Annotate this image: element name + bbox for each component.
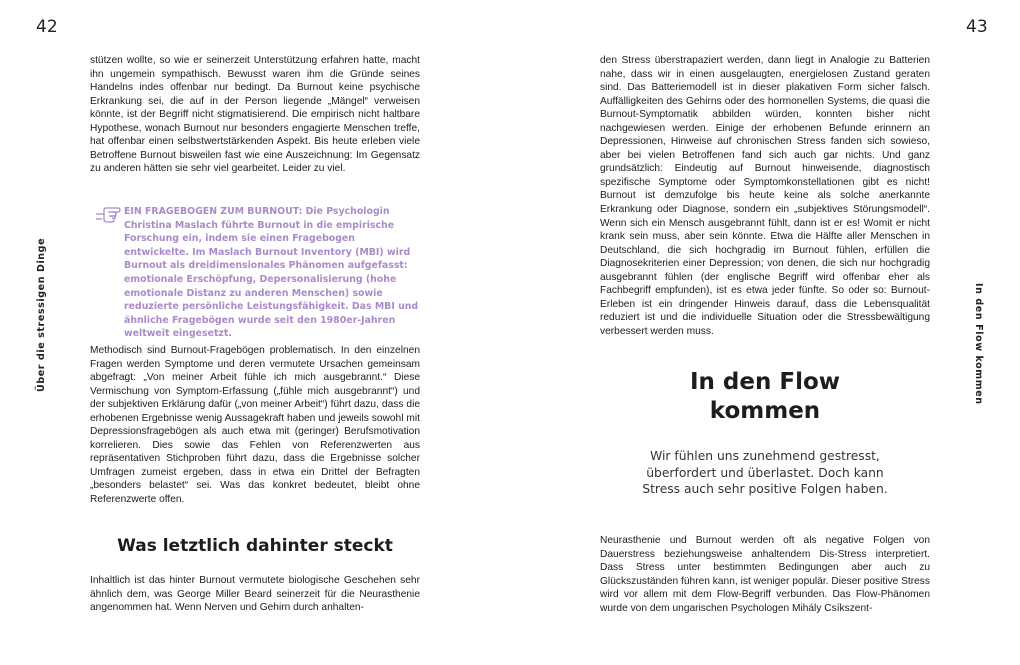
running-header-right bbox=[972, 283, 986, 405]
left-paragraph-2-text: Methodisch sind Burnout-Fragebögen problematisch. In den einzelnen Fragen werden Symptome und deren vermutete Ursachen gemeinsam abgefragt: „Von meiner Arbeit fühle ich mich ausgebrannt.“ Diese Vermischung von Symptom-Erfassung („fühle mich ausgebrannt“) und der subjektiven Erklärung dafür („von meiner Arbeit“) führt dazu, dass die erhobenen Ergebnisse wenig Aussagekraft haben und jeweils sowohl mit Depressionsfragebögen als auch etwa mit (geringer) Berufsmotivation korrelieren. Dies sowie das Fehlen von Referenzwerten aus repräsentativen Stichproben führt dazu, dass die Ergebnisse solcher Umfragen zumeist ergeben, dass in etwa ein Drittel der Befragten „besonders belastet“ sei. Was das konkret bedeutet, bleibt ohne Referenzwerte offen. bbox=[90, 345, 420, 506]
chapter-subtitle bbox=[600, 448, 930, 498]
section-heading: Was letztlich dahinter steckt bbox=[117, 536, 393, 556]
chapter-subtitle-line-3: Stress auch sehr positive Folgen haben. bbox=[642, 482, 888, 496]
page-number-left: 42 bbox=[36, 17, 58, 37]
page-number-right: 43 bbox=[966, 17, 988, 37]
left-paragraph-1-text: stützen wollte, so wie er seinerzeit Unterstützung erfahren hatte, macht ihn ungemein sympathisch. Bewusst waren ihm die Gründe seines Handelns indes offenbar nur bedingt. Da Burnout keine psychische Erkrankung sei, die auf in der Person liegende „Mängel“ verweisen könnte, ist der Begriff nicht stigmatisierend. Die empirisch nicht haltbare Hypothese, wonach Burnout nur besonders engagierte Menschen treffe, hat offenbar einen selbstwertstärkenden Aspekt. Bis heute erleben viele Betroffene Burnout bisweilen fast wie eine Auszeichnung: Im Gegensatz zu anderen hätten sie sehr viel gearbeitet. Leider zu viel. bbox=[90, 55, 420, 175]
left-paragraph-3 bbox=[90, 574, 420, 615]
running-header-left bbox=[36, 237, 50, 400]
left-paragraph-1 bbox=[90, 54, 420, 176]
chapter-title bbox=[600, 368, 930, 426]
pointing-hand-icon bbox=[94, 205, 122, 225]
chapter-subtitle-line-2: überfordert und überlastet. Doch kann bbox=[646, 465, 884, 480]
right-paragraph-2-text: Neurasthenie und Burnout werden oft als negative Folgen von Dauerstress beziehungsweise anhaltendem Dis-Stress interpretiert. Dass Stress unter bestimmten Bedingungen aber auch zu Glückszuständen führen kann, ist weniger populär. Dieser positive Stress wird vor allem mit dem Flow-Begriff verbunden. Das Flow-Phänomen wurde von dem ungarischen Psychologen Mihály Csíkszent- bbox=[600, 535, 930, 614]
right-paragraph-1 bbox=[600, 54, 930, 338]
right-paragraph-1-text: den Stress überstrapaziert werden, dann liegt in Analogie zu Batterien nahe, dass wir in einen ausgelaugten, energielosen Zustand geraten sind. Das Batteriemodell ist in dieser plakativen Form sicher falsch. Auffälligkeiten des Gehirns oder des hormonellen Systems, die quasi die Burnout-Symptomatik abbilden würden, konnten bisher nicht nachgewiesen werden. Einige der erhobenen Befunde erinnern an Depressionen, Hinweise auf chronischen Stress fanden sich sowieso, aber bei vielen Betroffenen fand sich auch gar nichts. Und ganz grundsätzlich: Eindeutig auf Burnout hinweisende, diagnostisch spezifische Symptome oder Symptomkonstellationen gibt es nicht! Burnout ist demzufolge bis heute keine als solche anerkannte Erkrankung oder Diagnose, sondern ein „subjektives Störungsmodell“. Wenn sich ein Mensch ausgebrannt fühlt, dann ist er es! Womit er nicht krank sein muss, aber sein könnte. Etwa die Hälfte aller Menschen in Deutschland, die sich hochgradig im Burnout fühlen, erfüllen die Diagnosekriterien einer Depression; von denen, die sich nur hochgradig ausgebrannt fühlen (der englische Begriff wird offenbar eher als Fachbegriff empfunden), ist es etwa jeder fünfte. So oder so: Burnout-Erleben ist ein dringender Hinweis darauf, dass die Lebensqualität reduziert ist und die individuelle Situation oder die Stressbewältigung verbessert werden muss. bbox=[600, 55, 930, 337]
chapter-title-line-1: In den Flow bbox=[689, 369, 841, 395]
running-header-right-text: In den Flow kommen bbox=[973, 283, 984, 405]
left-paragraph-2 bbox=[90, 344, 420, 507]
info-box-text: EIN FRAGEBOGEN ZUM BURNOUT: Die Psychologin Christina Maslach führte Burnout in die empirische Forschung ein, indem sie einen Fragebogen entwickelte. Im Maslach Burnout Inventory (MBI) wird Burnout als dreidimensionales Phänomen aufgefasst: emotionale Erschöpfung, Depersonalisierung (hohe emotionale Distanz zu anderen Menschen) sowie reduzierte persönliche Leistungsfähigkeit. Das MBI und ähnliche Fragebögen wurde seit den 1980er-Jahren weltweit eingesetzt. bbox=[124, 206, 419, 340]
chapter-subtitle-line-1: Wir fühlen uns zunehmend gestresst, bbox=[650, 449, 880, 463]
chapter-title-line-2: kommen bbox=[709, 398, 821, 424]
running-header-left-text: Über die stressigen Dinge bbox=[36, 237, 47, 392]
left-paragraph-3-text: Inhaltlich ist das hinter Burnout vermutete biologische Geschehen sehr ähnlich dem, was George Miller Beard seinerzeit für die Neurasthenie angenommen hat. Wenn Nerven und Gehirn durch anhalten- bbox=[90, 575, 420, 614]
right-paragraph-2 bbox=[600, 534, 930, 615]
